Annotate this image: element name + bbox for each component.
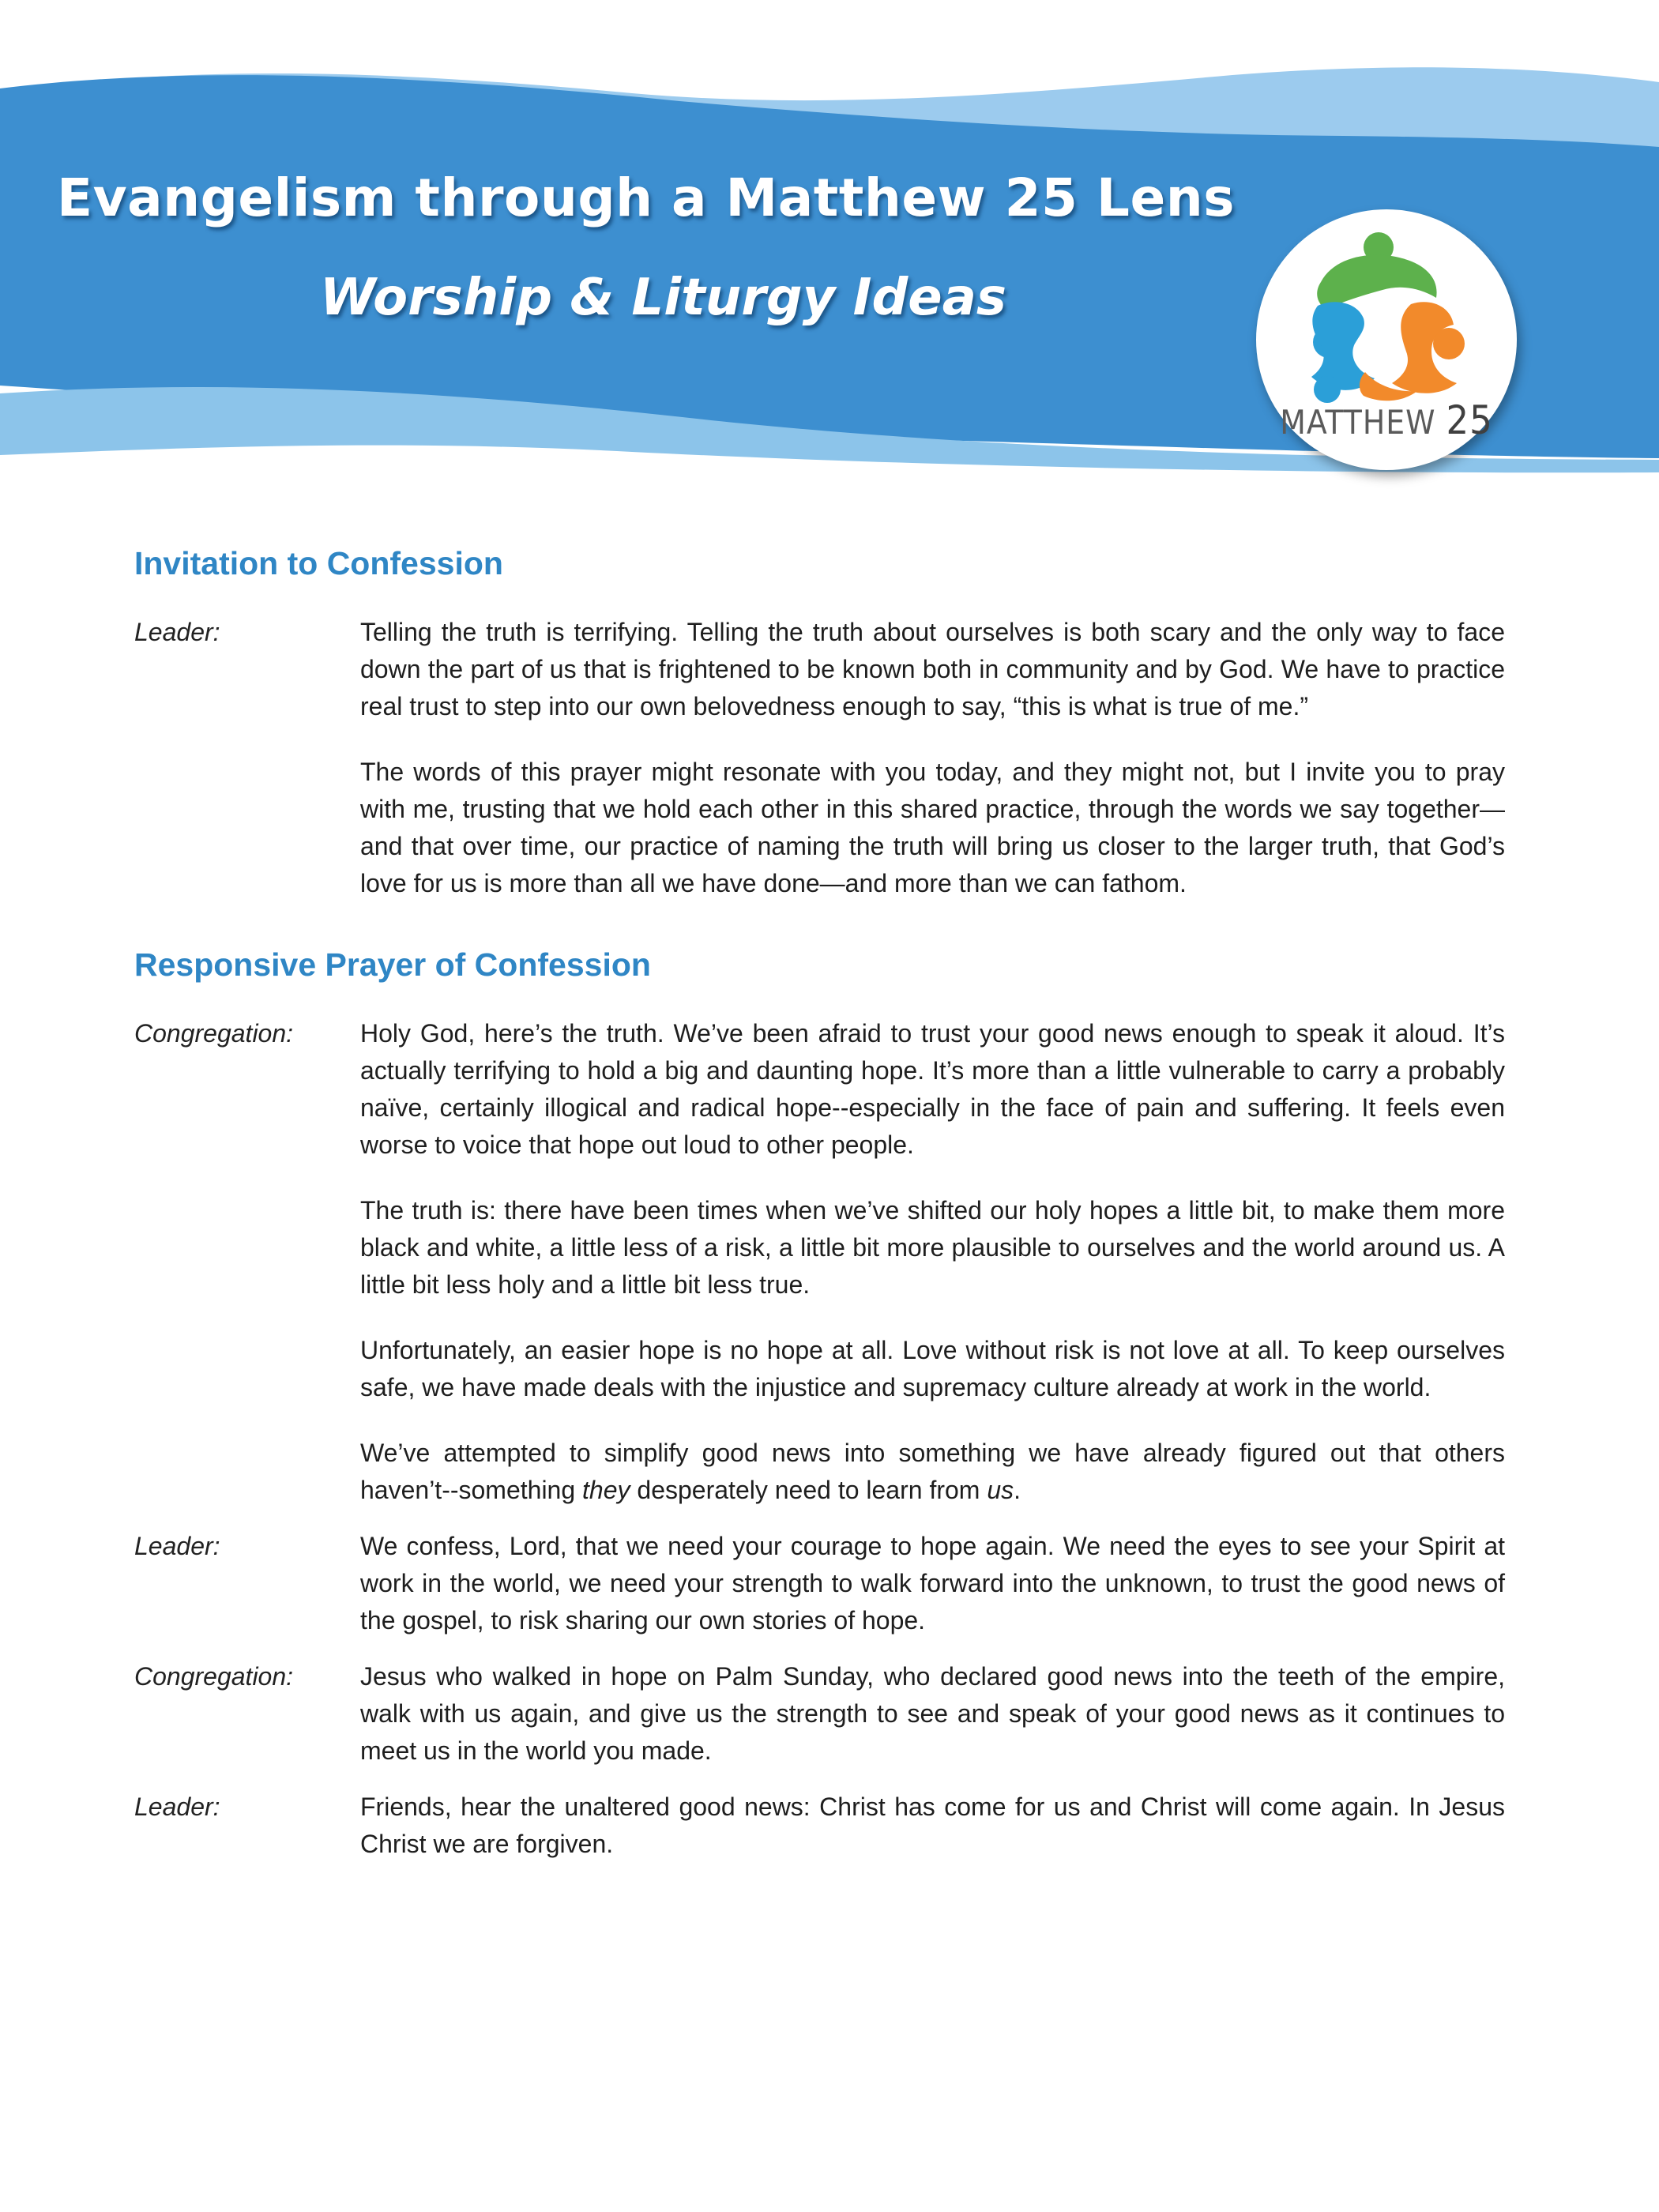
- header-banner: [0, 0, 1659, 490]
- logo-word: MATTHEW: [1280, 403, 1436, 442]
- speaker-label: Leader:: [134, 1793, 220, 1821]
- logo-green-body: [1317, 255, 1436, 309]
- paragraph-text: .: [1014, 1476, 1021, 1504]
- speaker-label: Leader:: [134, 1532, 220, 1560]
- liturgy-entry: [134, 614, 1505, 902]
- entry-text: [360, 1658, 1505, 1770]
- entry-text: [360, 1015, 1505, 1509]
- entry-text: [360, 1789, 1505, 1863]
- paragraph-text: We’ve attempted to simplify good news into something we have already figured out that others haven’t--something: [360, 1439, 1505, 1504]
- document-subtitle: Worship & Liturgy Ideas: [320, 269, 1006, 327]
- matthew-25-logo: [1256, 209, 1517, 470]
- entry-text: [360, 614, 1505, 902]
- emphasis-text: us: [987, 1476, 1014, 1504]
- paragraph: The words of this prayer might resonate with you today, and they might not, but I invite you to pray with me, trusting that we hold each other in this shared practice, through the words we say together—and that over time, our practice of naming the truth will bring us closer to the larger truth, that God’s love for us is more than all we have done—and more than we can fathom.: [360, 758, 1505, 897]
- paragraph: Telling the truth is terrifying. Telling the truth about ourselves is both scary and the only way to face down the part of us that is frightened to be known both in community and by God. We have to practice real trust to step into our own belovedness enough to say, “this is what is true of me.”: [360, 618, 1505, 720]
- heading-invitation-to-confession: Invitation to Confession: [134, 545, 503, 581]
- liturgy-entry: [134, 1528, 1505, 1639]
- document-body: [134, 545, 1505, 1882]
- paragraph: The truth is: there have been times when we’ve shifted our holy hopes a little bit, to make them more black and white, a little less of a risk, a little bit more plausible to ourselves and the world around us. A little bit less holy and a little bit less true.: [360, 1196, 1505, 1299]
- speaker-label: Leader:: [134, 618, 220, 646]
- paragraph: Unfortunately, an easier hope is no hope at all. Love without risk is not love at all. To keep ourselves safe, we have made deals with the injustice and supremacy culture already at work in the world.: [360, 1336, 1505, 1401]
- liturgy-entry: [134, 1015, 1505, 1509]
- entry-text: [360, 1528, 1505, 1639]
- liturgy-entry: [134, 1789, 1505, 1863]
- paragraph: [360, 1435, 1505, 1509]
- speaker-label: Congregation:: [134, 1662, 294, 1691]
- emphasis-text: they: [582, 1476, 630, 1504]
- paragraph: We confess, Lord, that we need your courage to hope again. We need the eyes to see your Spirit at work in the world, we need your strength to walk forward into the unknown, to trust the good news of the gospel, to risk sharing our own stories of hope.: [360, 1532, 1505, 1635]
- paragraph: Friends, hear the unaltered good news: Christ has come for us and Christ will come again. In Jesus Christ we are forgiven.: [360, 1793, 1505, 1858]
- logo-wordmark: [1256, 397, 1517, 443]
- paragraph: Holy God, here’s the truth. We’ve been afraid to trust your good news enough to speak it aloud. It’s actually terrifying to hold a big and daunting hope. It’s more than a little vulnerable to carry a probably naïve, certainly illogical and radical hope--especially in the face of pain and suffering. It feels even worse to voice that hope out loud to other people.: [360, 1019, 1505, 1159]
- logo-number: 25: [1446, 397, 1493, 443]
- liturgy-entry: [134, 1658, 1505, 1770]
- heading-responsive-prayer-of-confession: Responsive Prayer of Confession: [134, 946, 651, 983]
- document-title: Evangelism through a Matthew 25 Lens: [57, 167, 1235, 228]
- paragraph: Jesus who walked in hope on Palm Sunday, who declared good news into the teeth of the empire, walk with us again, and give us the strength to see and speak of your good news as it continues to meet us in the world you made.: [360, 1662, 1505, 1765]
- paragraph-text: desperately need to learn from: [630, 1476, 988, 1504]
- speaker-label: Congregation:: [134, 1019, 294, 1048]
